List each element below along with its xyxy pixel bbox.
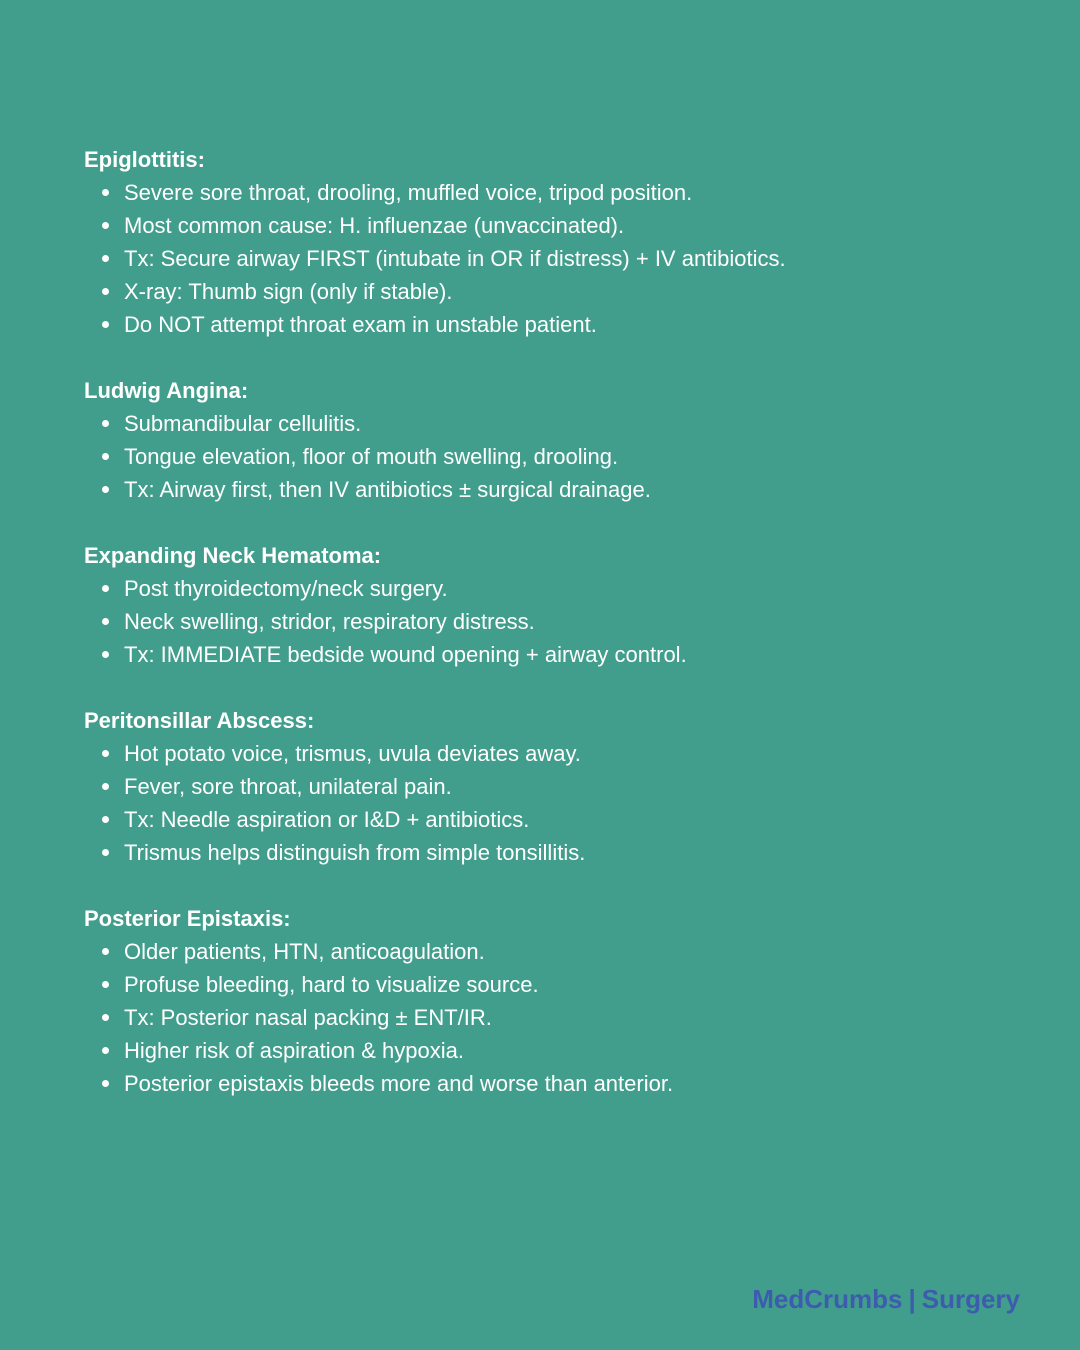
bullet-icon (102, 750, 109, 757)
section-posterior-epistaxis (84, 902, 1024, 1100)
list-item (84, 209, 1024, 242)
list-item (84, 737, 1024, 770)
brand-separator: | (908, 1284, 916, 1314)
notes-content (84, 143, 1024, 1133)
bullet-icon (102, 618, 109, 625)
list-item-text: Tx: Airway first, then IV antibiotics ± surgical drainage. (124, 477, 651, 502)
list-item (84, 770, 1024, 803)
brand-name: MedCrumbs (752, 1284, 903, 1314)
section-epiglottitis (84, 143, 1024, 341)
list-item (84, 176, 1024, 209)
list-item-text: Neck swelling, stridor, respiratory distress. (124, 609, 535, 634)
list-item (84, 242, 1024, 275)
bullet-icon (102, 1080, 109, 1087)
list-item (84, 638, 1024, 671)
bullet-list (84, 935, 1024, 1100)
bullet-icon (102, 1014, 109, 1021)
bullet-icon (102, 255, 109, 262)
list-item-text: Trismus helps distinguish from simple tonsillitis. (124, 840, 586, 865)
list-item-text: Severe sore throat, drooling, muffled voice, tripod position. (124, 180, 693, 205)
section-title: Expanding Neck Hematoma: (84, 543, 382, 568)
list-item (84, 308, 1024, 341)
bullet-icon (102, 189, 109, 196)
list-item-text: Profuse bleeding, hard to visualize source. (124, 972, 539, 997)
list-item-text: Do NOT attempt throat exam in unstable patient. (124, 312, 597, 337)
list-item (84, 473, 1024, 506)
list-item (84, 803, 1024, 836)
section-title: Posterior Epistaxis: (84, 906, 291, 931)
section-expanding-neck-hematoma (84, 539, 1024, 671)
list-item (84, 935, 1024, 968)
list-item-text: Posterior epistaxis bleeds more and worse than anterior. (124, 1071, 674, 1096)
section-ludwig-angina (84, 374, 1024, 506)
list-item-text: X-ray: Thumb sign (only if stable). (124, 279, 453, 304)
list-item-text: Tx: Secure airway FIRST (intubate in OR if distress) + IV antibiotics. (124, 246, 786, 271)
bullet-list (84, 407, 1024, 506)
list-item (84, 572, 1024, 605)
bullet-icon (102, 651, 109, 658)
list-item (84, 968, 1024, 1001)
list-item-text: Higher risk of aspiration & hypoxia. (124, 1038, 464, 1063)
section-title: Peritonsillar Abscess: (84, 708, 315, 733)
list-item (84, 440, 1024, 473)
bullet-list (84, 737, 1024, 869)
list-item (84, 1034, 1024, 1067)
brand-signature (752, 1282, 1020, 1316)
bullet-icon (102, 981, 109, 988)
bullet-icon (102, 486, 109, 493)
bullet-icon (102, 585, 109, 592)
list-item-text: Fever, sore throat, unilateral pain. (124, 774, 452, 799)
list-item-text: Most common cause: H. influenzae (unvaccinated). (124, 213, 625, 238)
bullet-icon (102, 948, 109, 955)
list-item-text: Tx: Needle aspiration or I&D + antibiotics. (124, 807, 530, 832)
list-item (84, 407, 1024, 440)
list-item-text: Submandibular cellulitis. (124, 411, 362, 436)
bullet-icon (102, 783, 109, 790)
bullet-icon (102, 420, 109, 427)
list-item-text: Tongue elevation, floor of mouth swelling, drooling. (124, 444, 619, 469)
section-peritonsillar-abscess (84, 704, 1024, 869)
bullet-icon (102, 321, 109, 328)
list-item-text: Tx: IMMEDIATE bedside wound opening + airway control. (124, 642, 687, 667)
bullet-icon (102, 222, 109, 229)
list-item (84, 1067, 1024, 1100)
list-item-text: Hot potato voice, trismus, uvula deviates away. (124, 741, 581, 766)
list-item-text: Post thyroidectomy/neck surgery. (124, 576, 448, 601)
bullet-icon (102, 288, 109, 295)
brand-subject: Surgery (921, 1284, 1020, 1314)
bullet-icon (102, 816, 109, 823)
list-item (84, 275, 1024, 308)
section-title: Epiglottitis: (84, 147, 205, 172)
list-item (84, 1001, 1024, 1034)
list-item-text: Tx: Posterior nasal packing ± ENT/IR. (124, 1005, 492, 1030)
section-title: Ludwig Angina: (84, 378, 249, 403)
bullet-list (84, 176, 1024, 341)
list-item (84, 836, 1024, 869)
bullet-icon (102, 1047, 109, 1054)
bullet-icon (102, 453, 109, 460)
list-item (84, 605, 1024, 638)
bullet-icon (102, 849, 109, 856)
list-item-text: Older patients, HTN, anticoagulation. (124, 939, 485, 964)
bullet-list (84, 572, 1024, 671)
